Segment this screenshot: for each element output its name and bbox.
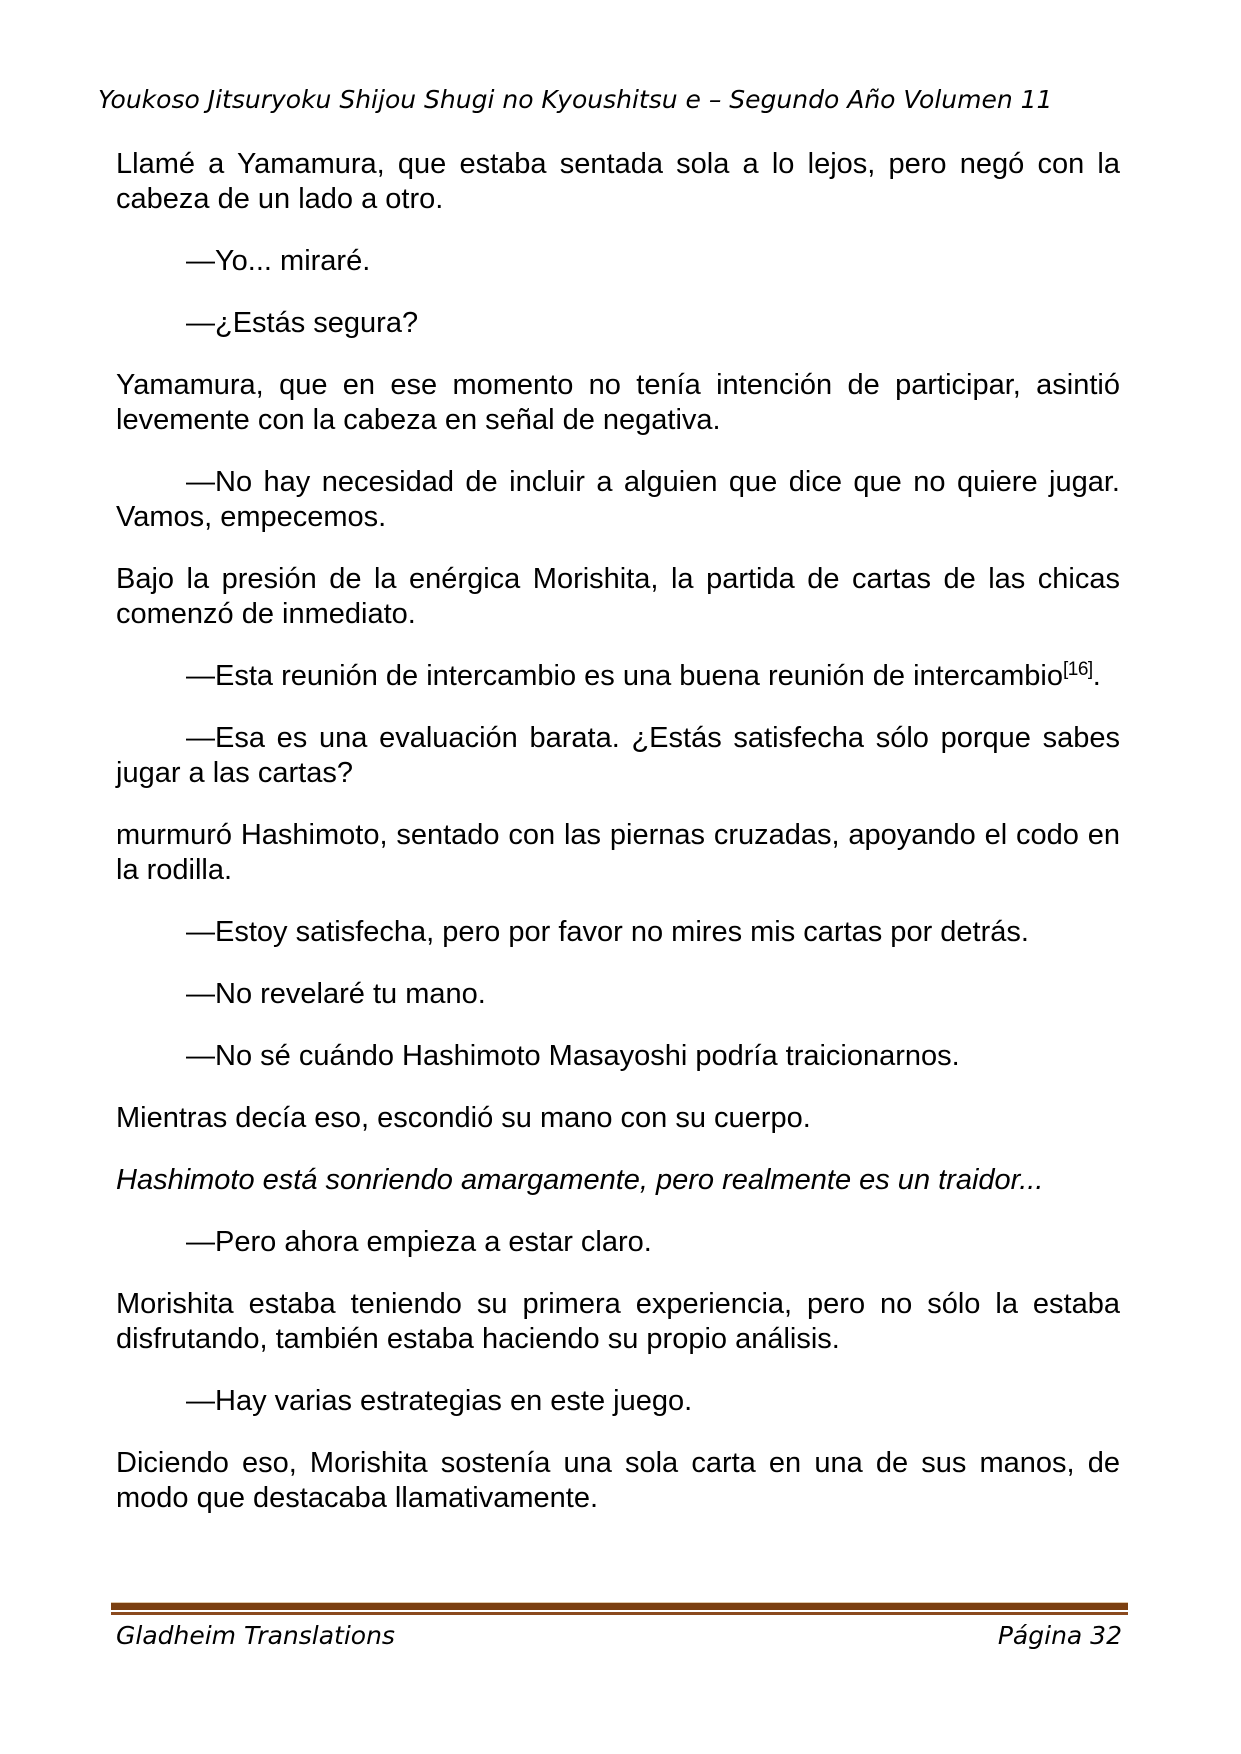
page-body: [116, 147, 1120, 1543]
dialogue-paragraph: —Pero ahora empieza a estar claro.: [186, 1226, 652, 1258]
thought-paragraph: Hashimoto está sonriendo amargamente, pero realmente es un traidor...: [116, 1164, 1044, 1196]
dialogue-text: —Esta reunión de intercambio es una buena reunión de intercambio: [186, 660, 1063, 692]
dialogue-paragraph: —No revelaré tu mano.: [186, 978, 486, 1010]
page-footer: [116, 1620, 1122, 1653]
narration-paragraph: Yamamura, que en ese momento no tenía intención de participar, asintió levemente con la cabeza en señal de negativa.: [116, 369, 1120, 436]
dialogue-paragraph: —No hay necesidad de incluir a alguien que dice que no quiere jugar. Vamos, empecemos.: [116, 466, 1120, 533]
dialogue-paragraph: —No sé cuándo Hashimoto Masayoshi podría traicionarnos.: [186, 1040, 960, 1072]
dialogue-paragraph: —Yo... miraré.: [186, 245, 371, 277]
footer-rule-thick-line: [111, 1603, 1128, 1610]
dialogue-paragraph: —¿Estás segura?: [186, 307, 419, 339]
dialogue-paragraph: [116, 659, 1120, 694]
narration-paragraph: Bajo la presión de la enérgica Morishita, la partida de cartas de las chicas comenzó de inmediato.: [116, 563, 1120, 630]
dialogue-paragraph: —Esa es una evaluación barata. ¿Estás satisfecha sólo porque sabes jugar a las cartas?: [116, 722, 1120, 789]
dialogue-text: .: [1092, 660, 1101, 692]
narration-paragraph: Llamé a Yamamura, que estaba sentada sola a lo lejos, pero negó con la cabeza de un lado a otro.: [116, 148, 1120, 215]
footer-rule-thin-line: [111, 1612, 1128, 1615]
footer-rule: [111, 1602, 1128, 1615]
footer-brand: Gladheim Translations: [116, 1621, 395, 1650]
footer-page-number: Página 32: [997, 1621, 1122, 1650]
dialogue-paragraph: —Estoy satisfecha, pero por favor no mires mis cartas por detrás.: [186, 916, 1029, 948]
header-title: Youkoso Jitsuryoku Shijou Shugi no Kyoushitsu e – Segundo Año Volumen 11: [98, 85, 1053, 114]
footnote-ref: [16]: [1063, 659, 1093, 680]
narration-paragraph: Morishita estaba teniendo su primera experiencia, pero no sólo la estaba disfrutando, también estaba haciendo su propio análisis.: [116, 1288, 1120, 1355]
page-header: [98, 84, 1128, 115]
dialogue-paragraph: —Hay varias estrategias en este juego.: [186, 1385, 693, 1417]
narration-paragraph: Diciendo eso, Morishita sostenía una sola carta en una de sus manos, de modo que destacaba llamativamente.: [116, 1447, 1120, 1514]
narration-paragraph: murmuró Hashimoto, sentado con las piernas cruzadas, apoyando el codo en la rodilla.: [116, 819, 1120, 886]
narration-paragraph: Mientras decía eso, escondió su mano con su cuerpo.: [116, 1102, 811, 1134]
